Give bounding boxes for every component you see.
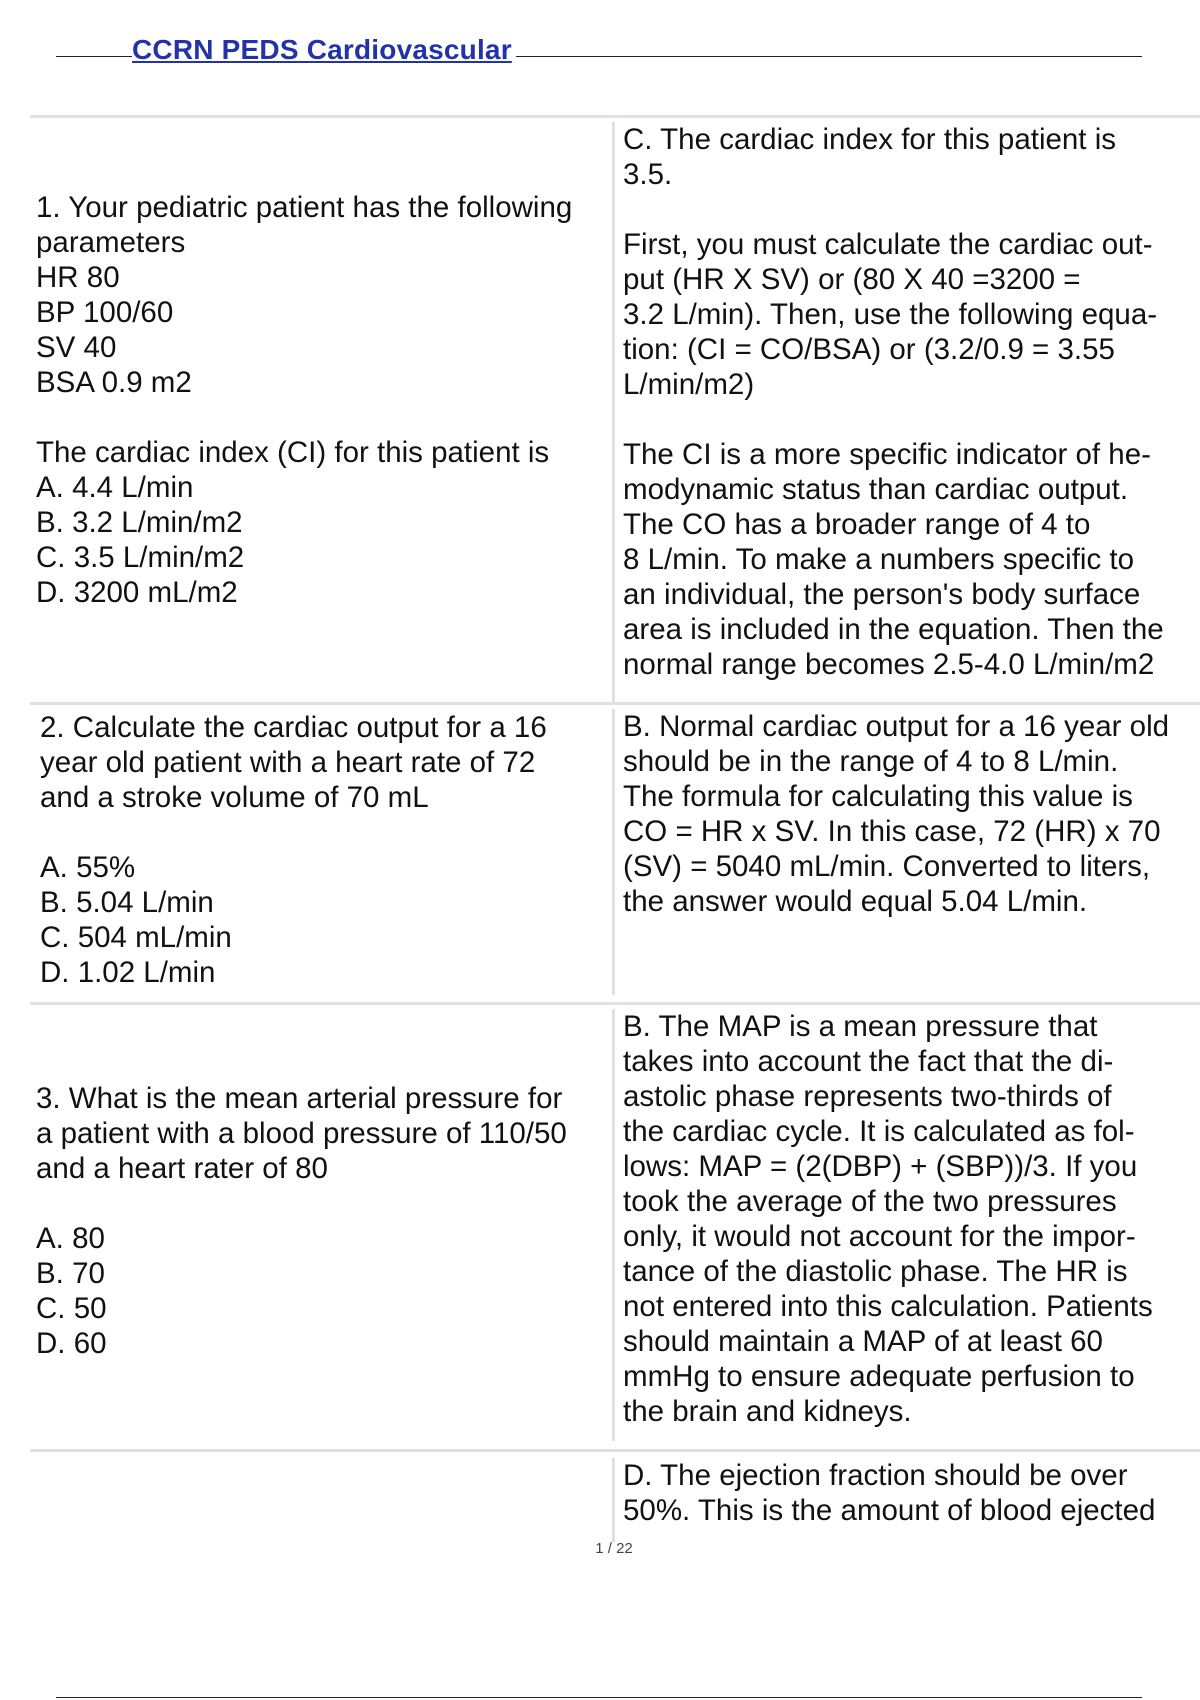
answer-cell-1 [612, 122, 1200, 702]
answer-line: normal range becomes 2.5-4.0 L/min/m2 [623, 648, 1155, 681]
answer-line: B. The MAP is a mean pressure that [623, 1010, 1098, 1043]
answer-line: lows: MAP = (2(DBP) + (SBP))/3. If you [623, 1150, 1138, 1183]
answer-line: the cardiac cycle. It is calculated as fol- [623, 1115, 1135, 1148]
question-line: The cardiac index (CI) for this patient is [36, 436, 550, 469]
question-line: B. 3.2 L/min/m2 [36, 506, 243, 539]
answer-line: B. Normal cardiac output for a 16 year old [623, 710, 1170, 743]
answer-line: should be in the range of 4 to 8 L/min. [623, 745, 1119, 778]
answer-line: an individual, the person's body surface [623, 578, 1141, 611]
card-row-3 [30, 1002, 1200, 1449]
answer-line: The CI is a more specific indicator of he- [623, 438, 1151, 471]
answer-line: tion: (CI = CO/BSA) or (3.2/0.9 = 3.55 [623, 333, 1115, 366]
card-row-2 [30, 702, 1200, 1002]
question-line: A. 4.4 L/min [36, 471, 194, 504]
question-line: D. 1.02 L/min [40, 956, 216, 989]
question-line: A. 80 [36, 1222, 105, 1255]
question-line: 3. What is the mean arterial pressure for [36, 1082, 563, 1115]
answer-cell-2 [612, 709, 1200, 995]
question-line: and a stroke volume of 70 mL [40, 781, 429, 814]
answer-line: 3.2 L/min). Then, use the following equa- [623, 298, 1158, 331]
blank-line [40, 815, 620, 850]
question-line: D. 3200 mL/m2 [36, 576, 238, 609]
question-line: and a heart rater of 80 [36, 1152, 328, 1185]
answer-line: L/min/m2) [623, 368, 755, 401]
answer-line: only, it would not account for the impor- [623, 1220, 1136, 1253]
question-line: B. 5.04 L/min [40, 886, 214, 919]
answer-line: area is included in the equation. Then the [623, 613, 1164, 646]
question-line: parameters [36, 226, 186, 259]
answer-line: C. The cardiac index for this patient is [623, 123, 1117, 156]
answer-line: 8 L/min. To make a numbers specific to [623, 543, 1135, 576]
answer-cell-3 [612, 1009, 1200, 1441]
page-indicator: 1 / 22 [595, 1540, 633, 1557]
question-line: D. 60 [36, 1327, 107, 1360]
question-line: C. 50 [36, 1292, 107, 1325]
answer-line: put (HR X SV) or (80 X 40 =3200 = [623, 263, 1081, 296]
question-cell-3 [36, 1081, 616, 1361]
question-line: HR 80 [36, 261, 120, 294]
answer-line: (SV) = 5040 mL/min. Converted to liters, [623, 850, 1151, 883]
card-row-1 [30, 115, 1200, 702]
answer-line: not entered into this calculation. Patients [623, 1290, 1153, 1323]
answer-line: The formula for calculating this value is [623, 780, 1133, 813]
blank-line [623, 192, 1200, 227]
flashcard-table [30, 115, 1200, 1562]
page-title: CCRN PEDS Cardiovascular [132, 34, 516, 66]
answer-line: modynamic status than cardiac output. [623, 473, 1129, 506]
question-line: B. 70 [36, 1257, 105, 1290]
question-line: 1. Your pediatric patient has the following [36, 191, 573, 224]
answer-line: First, you must calculate the cardiac out- [623, 228, 1153, 261]
question-line: SV 40 [36, 331, 117, 364]
question-line: A. 55% [40, 851, 136, 884]
question-line: 2. Calculate the cardiac output for a 16 [40, 711, 547, 744]
question-line: C. 504 mL/min [40, 921, 232, 954]
question-line: C. 3.5 L/min/m2 [36, 541, 245, 574]
answer-line: CO = HR x SV. In this case, 72 (HR) x 70 [623, 815, 1161, 848]
question-line: BSA 0.9 m2 [36, 366, 192, 399]
answer-line: the brain and kidneys. [623, 1395, 912, 1428]
question-line: a patient with a blood pressure of 110/50 [36, 1117, 567, 1150]
answer-line: The CO has a broader range of 4 to [623, 508, 1091, 541]
answer-cell-4 [612, 1458, 1200, 1542]
footer-rule [56, 1697, 1142, 1698]
answer-line: took the average of the two pressures [623, 1185, 1117, 1218]
blank-line [623, 402, 1200, 437]
answer-line: mmHg to ensure adequate perfusion to [623, 1360, 1135, 1393]
answer-line: astolic phase represents two-thirds of [623, 1080, 1112, 1113]
question-line: year old patient with a heart rate of 72 [40, 746, 536, 779]
question-line: BP 100/60 [36, 296, 174, 329]
answer-line: tance of the diastolic phase. The HR is [623, 1255, 1128, 1288]
blank-line [36, 1186, 616, 1221]
answer-line: 50%. This is the amount of blood ejected [623, 1494, 1156, 1527]
question-cell-1 [36, 190, 616, 610]
answer-line: D. The ejection fraction should be over [623, 1459, 1128, 1492]
answer-line: the answer would equal 5.04 L/min. [623, 885, 1088, 918]
blank-line [36, 400, 616, 435]
answer-line: should maintain a MAP of at least 60 [623, 1325, 1103, 1358]
answer-line: takes into account the fact that the di- [623, 1045, 1114, 1078]
answer-line: 3.5. [623, 158, 673, 191]
question-cell-2 [40, 710, 620, 990]
